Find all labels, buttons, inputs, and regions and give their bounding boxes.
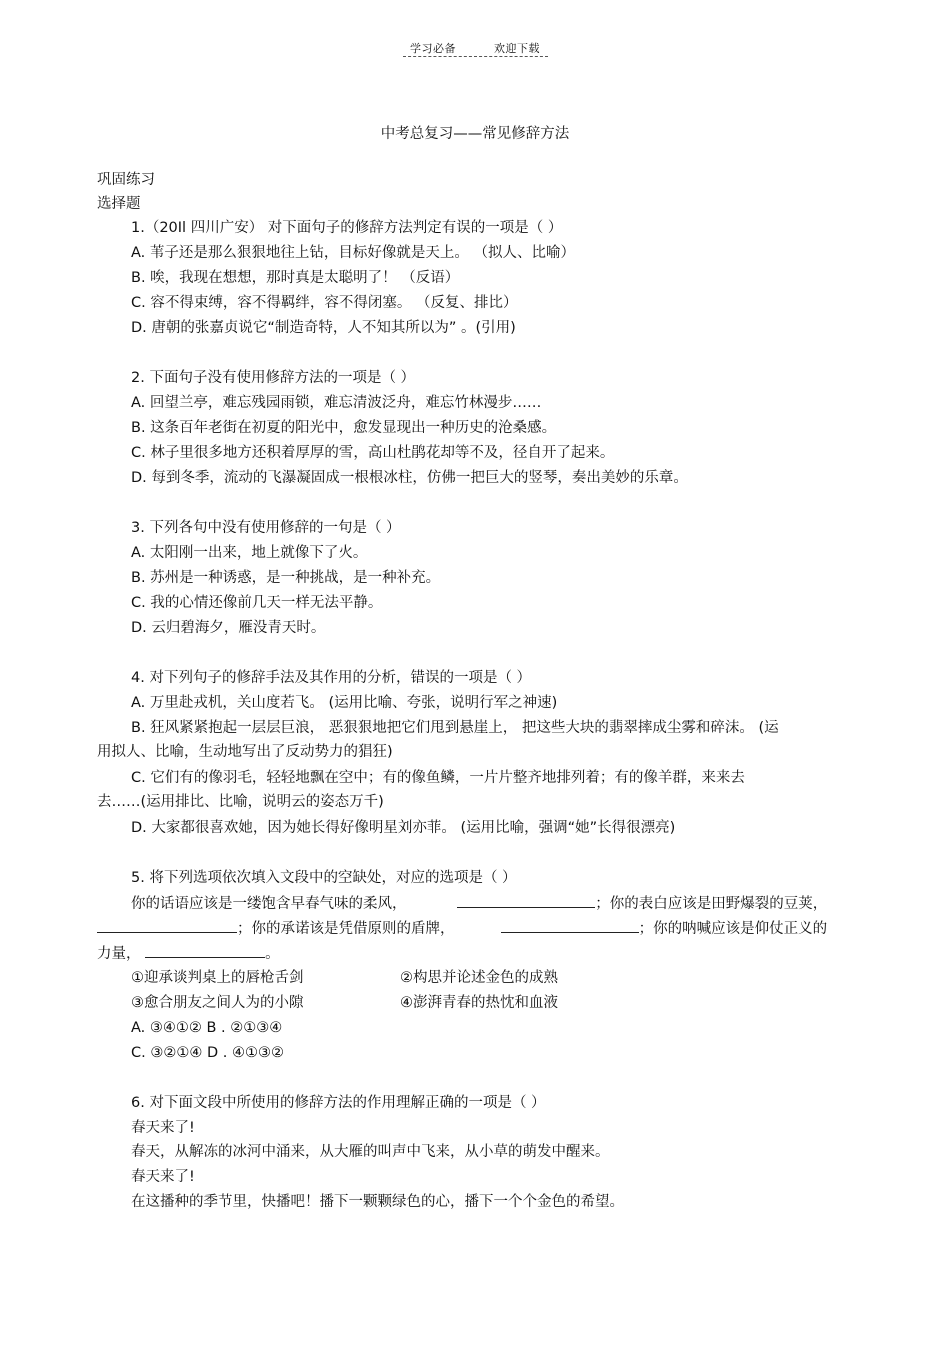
q6-stem: 6. 对下面文段中所使用的修辞方法的作用理解正确的一项是（ ） (131, 1095, 546, 1111)
subsection-heading: 选择题 (97, 196, 141, 212)
q3-option-d: D. 云归碧海夕，雁没青天时。 (131, 620, 326, 636)
q5-choice-3: ③愈合朋友之间人为的小隙 (131, 995, 304, 1011)
q2-option-a: A. 回望兰亭，难忘残园雨锁，难忘清波泛舟，难忘竹林漫步…… (131, 395, 542, 411)
q4-option-b-line2: 用拟人、比喻，生动地写出了反动势力的猖狂) (97, 744, 393, 760)
q5-options-cd: C. ③②①④ D . ④①③② (131, 1045, 284, 1061)
q4-option-c-line1: C. 它们有的像羽毛，轻轻地飘在空中；有的像鱼鳞，一片片整齐地排列着；有的像羊群，来来去 (131, 770, 745, 786)
answer-blank-3 (501, 918, 639, 933)
doc-title: 中考总复习——常见修辞方法 (380, 126, 570, 142)
page-header (0, 40, 950, 56)
q1-option-d: D. 唐朝的张嘉贞说它“制造奇特，人不知其所以为” 。(引用) (131, 320, 516, 336)
q1-stem: 1.（20Il 四川广安） 对下面句子的修辞方法判定有误的一项是（ ） (131, 220, 563, 236)
q5-choice-2: ②构思并论述金色的成熟 (400, 970, 558, 986)
q4-option-b-line1: B. 狂风紧紧抱起一层层巨浪， 恶狠狠地把它们甩到悬崖上， 把这些大块的翡翠摔成尘雾和碎沫。 (运 (131, 720, 779, 736)
section-heading: 巩固练习 (97, 172, 155, 188)
q3-option-a: A. 太阳刚一出来，地上就像下了火。 (131, 545, 368, 561)
q6-passage-line4: 在这播种的季节里，快播吧！播下一颗颗绿色的心，播下一个个金色的希望。 (131, 1194, 624, 1210)
q5-stem: 5. 将下列选项依次填入文段中的空缺处，对应的选项是（ ） (131, 870, 517, 886)
q5-options-ab: A. ③④①② B . ②①③④ (131, 1020, 283, 1036)
q2-stem: 2. 下面句子没有使用修辞方法的一项是（ ） (131, 370, 416, 386)
q6-passage-line2: 春天，从解冻的冰河中涌来，从大雁的叫声中飞来，从小草的萌发中醒来。 (131, 1144, 610, 1160)
q5-passage-line1: 你的话语应该是一缕饱含早春气味的柔风， ；你的表白应该是田野爆裂的豆荚， (131, 893, 827, 914)
q4-option-d: D. 大家都很喜欢她，因为她长得好像明星刘亦菲。 (运用比喻，强调“她”长得很漂亮) (131, 820, 676, 836)
q3-option-b: B. 苏州是一种诱惑，是一种挑战，是一种补充。 (131, 570, 441, 586)
header-left: 学习必备 (410, 42, 456, 55)
q3-stem: 3. 下列各句中没有使用修辞的一句是（ ） (131, 520, 401, 536)
q1-option-c: C. 容不得束缚，容不得羁绊，容不得闭塞。 （反复、排比） (131, 295, 518, 311)
q1-option-a: A. 苇子还是那么狠狠地往上钻，目标好像就是天上。 （拟人、比喻） (131, 245, 575, 261)
q3-option-c: C. 我的心情还像前几天一样无法平静。 (131, 595, 383, 611)
q5-passage-line2: ；你的承诺该是凭借原则的盾牌， ；你的呐喊应该是仰仗正义的 (97, 918, 827, 939)
q5-passage-line3: 力量， 。 (97, 943, 280, 964)
q6-passage-line3: 春天来了! (131, 1169, 195, 1185)
q4-option-c-line2: 去……(运用排比、比喻，说明云的姿态万千) (97, 794, 384, 810)
q2-option-c: C. 林子里很多地方还积着厚厚的雪，高山杜鹃花却等不及，径自开了起来。 (131, 445, 615, 461)
q6-passage-line1: 春天来了! (131, 1120, 195, 1136)
answer-blank-4 (145, 943, 265, 958)
q1-option-b: B. 唉，我现在想想，那时真是太聪明了！ （反语） (131, 270, 460, 286)
answer-blank-1 (457, 893, 595, 908)
q2-option-d: D. 每到冬季，流动的飞瀑凝固成一根根冰柱，仿佛一把巨大的竖琴，奏出美妙的乐章。 (131, 470, 688, 486)
header-right: 欢迎下载 (494, 42, 540, 55)
q4-stem: 4. 对下列句子的修辞手法及其作用的分析，错误的一项是（ ） (131, 670, 532, 686)
answer-blank-2 (97, 918, 237, 933)
q4-option-a: A. 万里赴戎机，关山度若飞。 (运用比喻、夸张，说明行军之神速) (131, 695, 558, 711)
q5-choice-4: ④澎湃青春的热忱和血液 (400, 995, 558, 1011)
header-rule (403, 56, 548, 57)
q5-choice-1: ①迎承谈判桌上的唇枪舌剑 (131, 970, 304, 986)
q2-option-b: B. 这条百年老街在初夏的阳光中，愈发显现出一种历史的沧桑感。 (131, 420, 557, 436)
